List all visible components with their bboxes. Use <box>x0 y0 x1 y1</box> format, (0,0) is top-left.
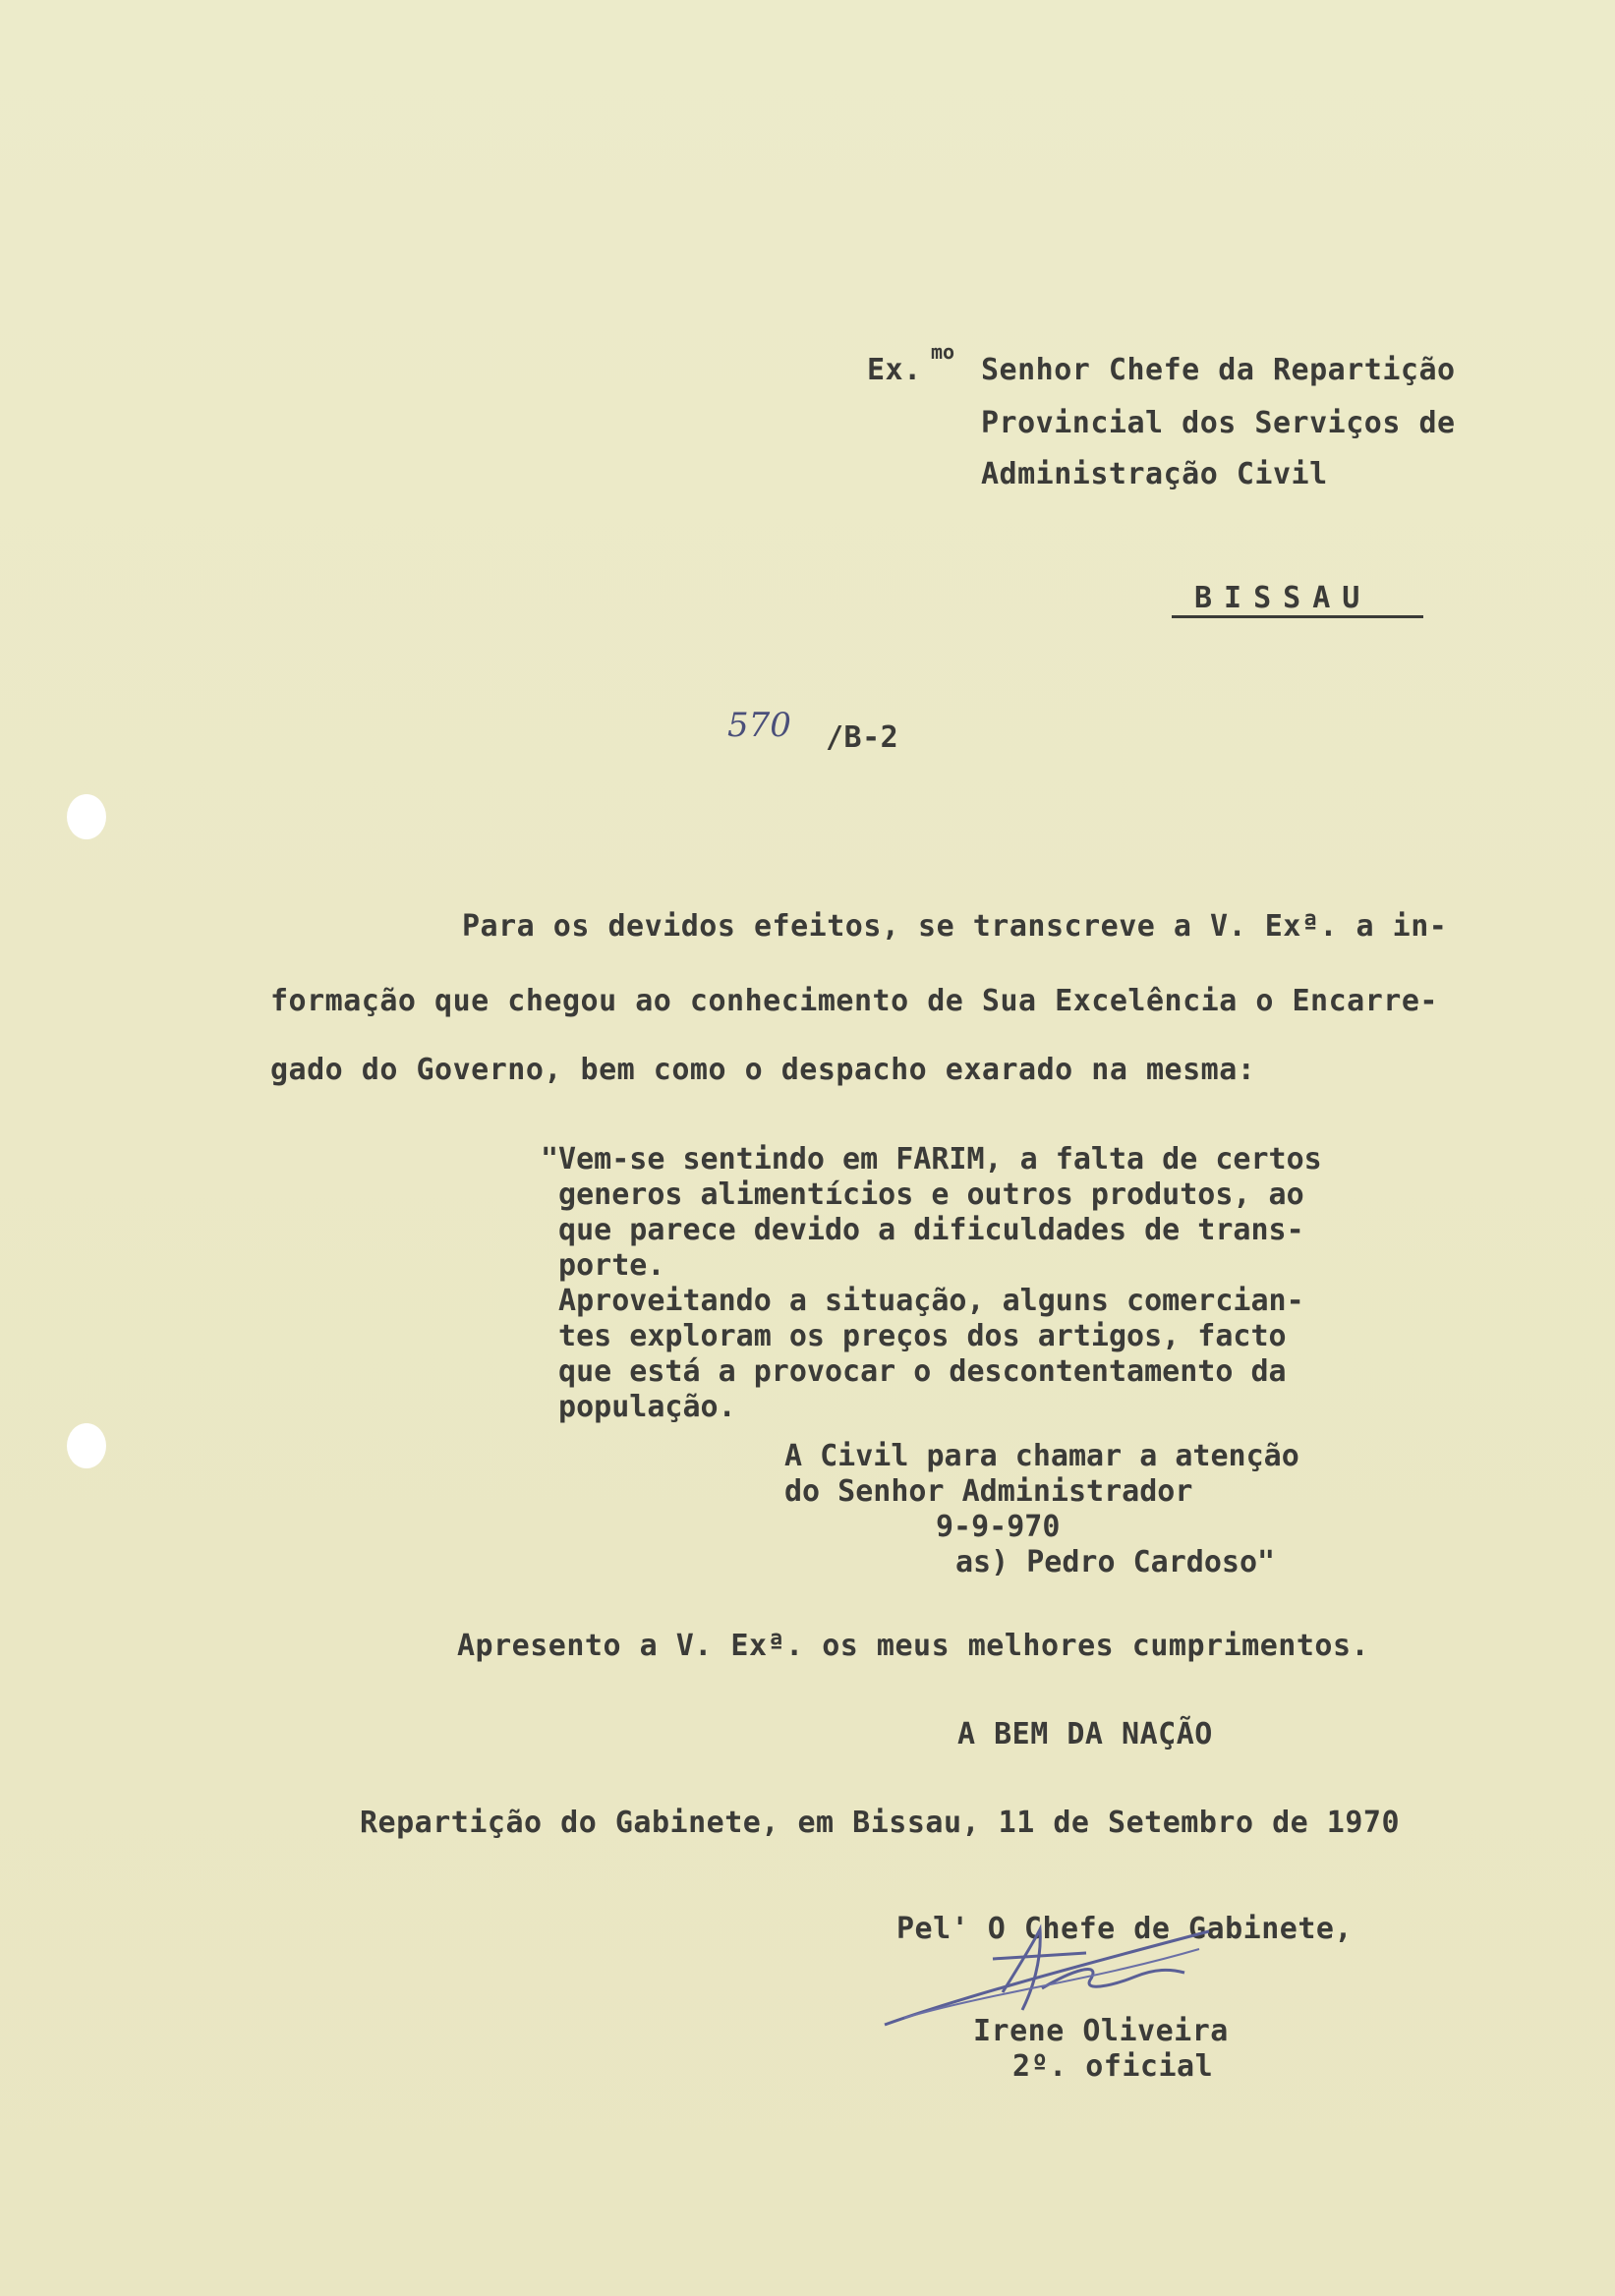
closing-greeting: Apresento a V. Exª. os meus melhores cumprimentos. <box>457 1629 1370 1663</box>
signatory-name: Irene Oliveira <box>973 2014 1229 2048</box>
date-line: Repartição do Gabinete, em Bissau, 11 de Setembro de 1970 <box>360 1806 1401 1840</box>
handwritten-reference-number: 570 <box>727 706 791 745</box>
quote-line-3: que parece devido a dificuldades de trans- <box>541 1213 1304 1247</box>
signature-on-behalf: Pel' O Chefe de Gabinete, <box>896 1912 1354 1946</box>
recipient-city: BISSAU <box>1194 581 1372 615</box>
motto: A BEM DA NAÇÃO <box>957 1717 1213 1751</box>
quote-line-2: generos alimentícios e outros produtos, ao <box>541 1177 1304 1212</box>
recipient-line-1: Senhor Chefe da Repartição <box>981 353 1456 387</box>
salutation-superscript: mo <box>931 340 955 364</box>
quote-line-7: que está a provocar o descontentamento da <box>541 1354 1287 1389</box>
reference-suffix: /B-2 <box>826 720 899 755</box>
signatory-title: 2º. oficial <box>1012 2049 1214 2084</box>
dispatch-line-1: A Civil para chamar a atenção <box>784 1439 1299 1473</box>
body-paragraph-line-2: formação que chegou ao conhecimento de Sua Excelência o Encarre- <box>270 984 1438 1018</box>
body-paragraph-line-3: gado do Governo, bem como o despacho exarado na mesma: <box>270 1053 1256 1087</box>
dispatch-date: 9-9-970 <box>936 1510 1061 1544</box>
dispatch-line-2: do Senhor Administrador <box>784 1474 1193 1509</box>
salutation: Ex. <box>867 353 922 387</box>
dispatch-signature: as) Pedro Cardoso" <box>955 1545 1276 1579</box>
quote-line-4: porte. <box>541 1248 665 1283</box>
recipient-line-3: Administração Civil <box>981 457 1328 491</box>
punch-hole-bottom <box>67 1423 106 1468</box>
recipient-line-2: Provincial dos Serviços de <box>981 406 1456 440</box>
quote-line-5: Aproveitando a situação, alguns comercian- <box>541 1284 1304 1318</box>
quote-line-1: "Vem-se sentindo em FARIM, a falta de certos <box>541 1142 1322 1177</box>
quote-line-6: tes exploram os preços dos artigos, facto <box>541 1319 1287 1353</box>
body-paragraph-line-1: Para os devidos efeitos, se transcreve a V. Exª. a in- <box>462 909 1448 944</box>
city-underline <box>1172 615 1423 618</box>
quote-line-8: população. <box>541 1390 736 1424</box>
punch-hole-top <box>67 794 106 839</box>
